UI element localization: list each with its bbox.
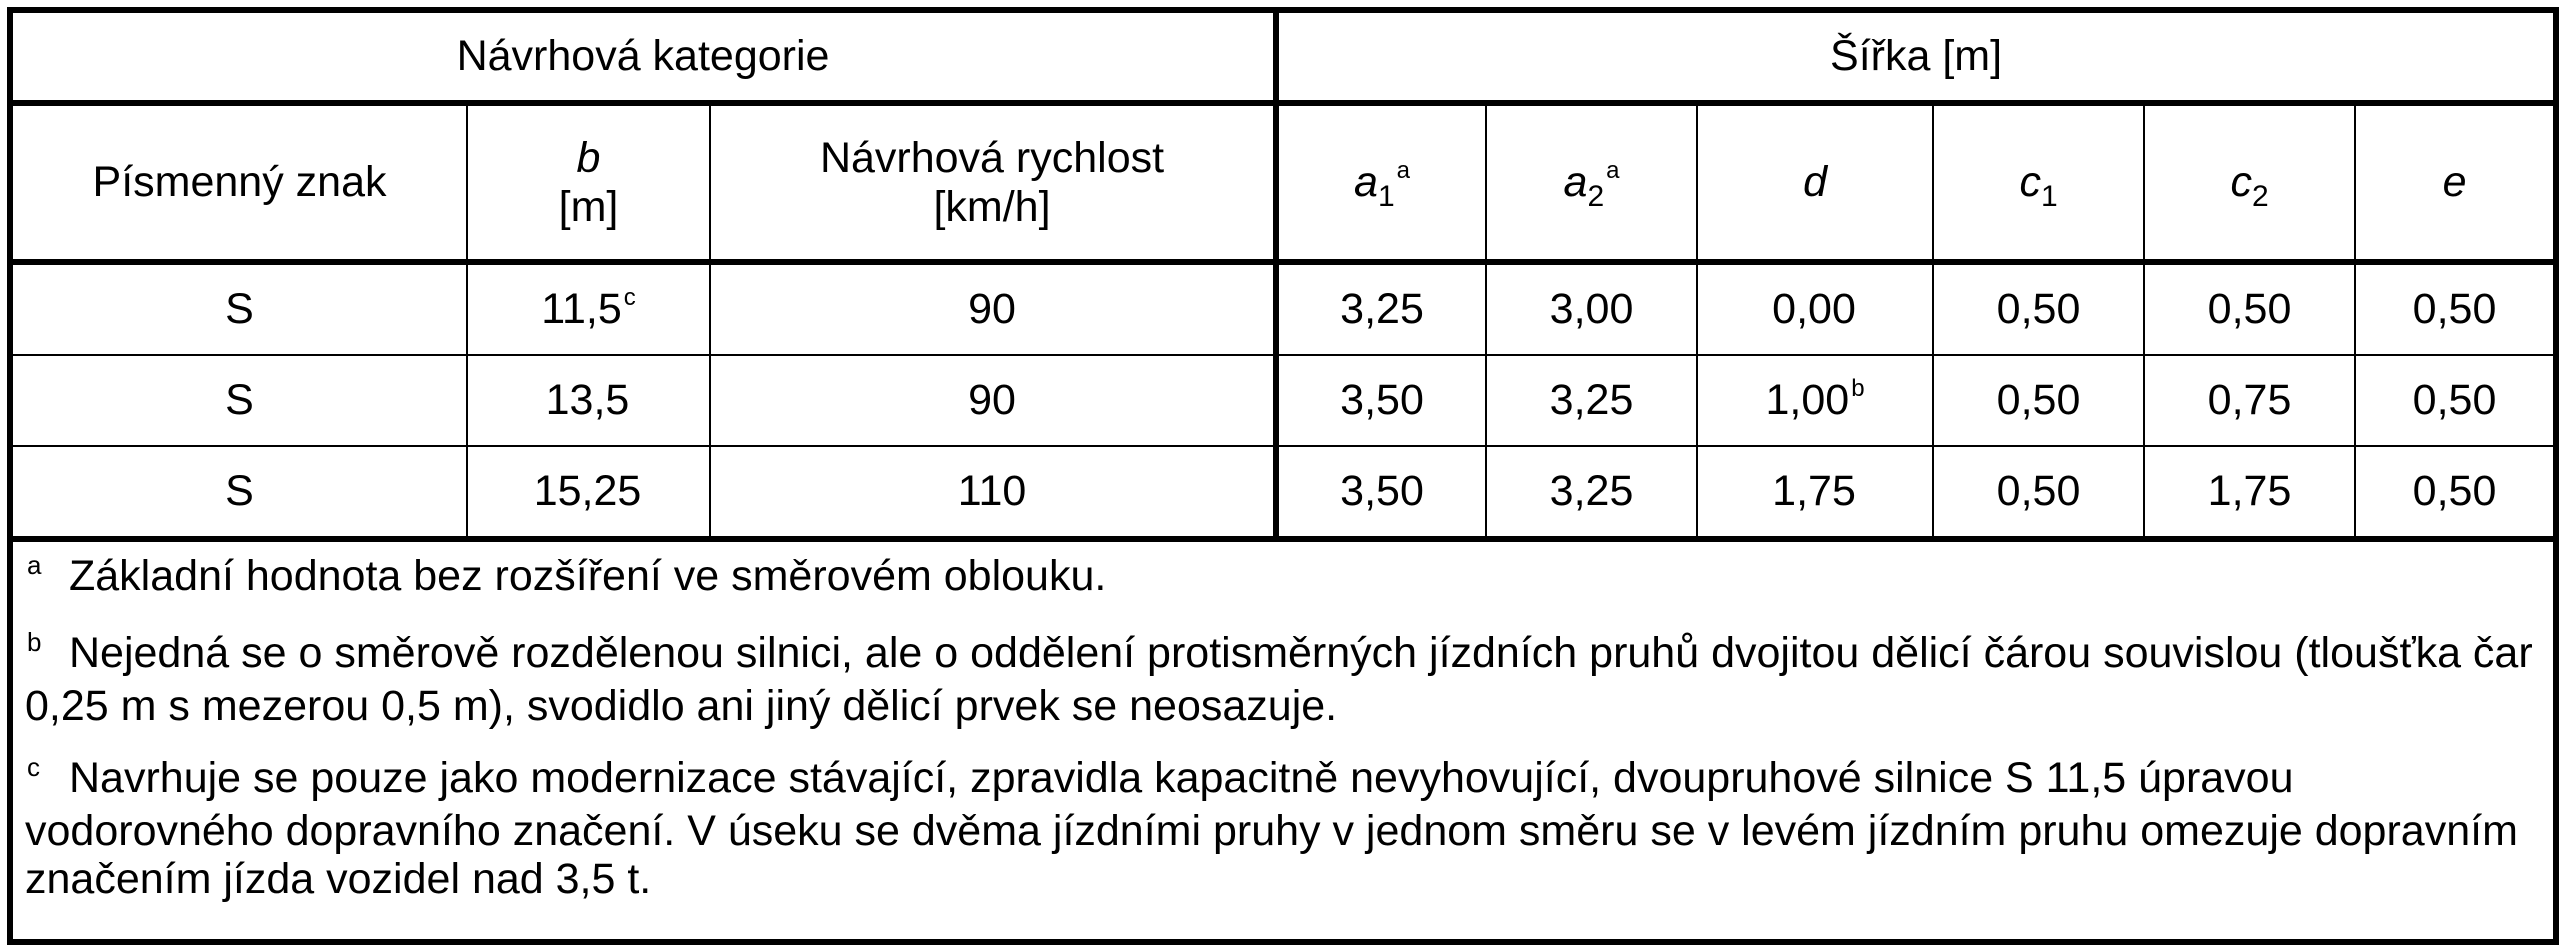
cell-speed: 90 — [710, 355, 1276, 446]
header-c2-sub: 2 — [2251, 180, 2269, 213]
header-c2-symbol: c — [2230, 158, 2252, 206]
header-a1 — [1276, 103, 1486, 262]
footnote-text: Nejedná se o směrově rozdělenou silnici, ale o oddělení protisměrných jízdních pruhů dvojitou dělicí čárou souvislou (tloušťka čar 0,25 m s mezerou 0,5 m), svodidlo ani jiný dělicí prvek se neosazuje. — [25, 629, 2533, 730]
header-e: e — [2355, 103, 2553, 262]
cell-c2: 1,75 — [2144, 446, 2355, 536]
category-width-table — [13, 13, 2553, 536]
header-width: Šířka [m] — [1276, 13, 2553, 103]
header-design-speed — [710, 103, 1276, 262]
header-a1-footnote: a — [1396, 157, 1411, 184]
footnotes — [13, 536, 2553, 915]
cell-e: 0,50 — [2355, 446, 2553, 536]
header-a2-footnote: a — [1606, 157, 1620, 184]
cell-speed: 110 — [710, 446, 1276, 536]
cell-d-footnote: b — [1851, 375, 1865, 402]
footnote-text: Navrhuje se pouze jako modernizace stávající, zpravidla kapacitně nevyhovující, dvoupruhové silnice S 11,5 úpravou vodorovného dopravního značení. V úseku se dvěma jízdními pruhy v jednom směru se v levém jízdním pruhu omezuje dopravním značením jízda vozidel nad 3,5 t. — [25, 754, 2518, 903]
header-c2 — [2144, 103, 2355, 262]
cell-c2: 0,50 — [2144, 262, 2355, 355]
cell-a2: 3,25 — [1486, 446, 1697, 536]
footnote-a — [25, 552, 2541, 605]
cell-e: 0,50 — [2355, 262, 2553, 355]
cell-d: 1,75 — [1697, 446, 1933, 536]
header-c1 — [1933, 103, 2144, 262]
table-row — [13, 355, 2553, 446]
header-a1-sub: 1 — [1377, 180, 1395, 213]
footnote-mark: c — [27, 752, 40, 782]
cell-e: 0,50 — [2355, 355, 2553, 446]
cell-a1: 3,50 — [1276, 355, 1486, 446]
header-speed-unit: [km/h] — [933, 182, 1051, 231]
cell-c1: 0,50 — [1933, 355, 2144, 446]
footnote-b — [25, 629, 2541, 730]
cell-b: 11,5$^c$ — [467, 262, 710, 355]
cell-a2: 3,25 — [1486, 355, 1697, 446]
cell-c2: 0,75 — [2144, 355, 2355, 446]
table-row — [13, 446, 2553, 536]
cell-b: 15,25 — [467, 446, 710, 536]
road-category-table — [7, 7, 2559, 945]
header-a2-symbol: a — [1563, 158, 1588, 206]
cell-speed: 90 — [710, 262, 1276, 355]
table-row — [13, 262, 2553, 355]
cell-d: 0,00 — [1697, 262, 1933, 355]
footnote-mark: a — [27, 550, 42, 580]
cell-a1: 3,50 — [1276, 446, 1486, 536]
header-c1-sub: 1 — [2040, 180, 2058, 213]
cell-b: 13,5 — [467, 355, 710, 446]
header-a1-symbol: a — [1354, 158, 1378, 206]
footnote-c — [25, 754, 2541, 903]
header-group-row — [13, 13, 2553, 103]
footnote-mark: b — [27, 627, 42, 657]
cell-c1: 0,50 — [1933, 262, 2144, 355]
header-letter-code: Písmenný znak — [13, 103, 467, 262]
header-design-category: Návrhová kategorie — [456, 32, 830, 80]
cell-c1: 0,50 — [1933, 446, 2144, 536]
cell-letter: S — [13, 446, 467, 536]
header-b-unit: [m] — [558, 182, 619, 231]
footnote-text: Základní hodnota bez rozšíření ve směrovém oblouku. — [69, 552, 1107, 600]
cell-d: 1,00$^b$ — [1697, 355, 1933, 446]
cell-b-footnote: c — [623, 284, 636, 311]
header-b — [467, 103, 710, 262]
cell-a1: 3,25 — [1276, 262, 1486, 355]
header-speed-label: Návrhová rychlost — [819, 133, 1165, 182]
header-c1-symbol: c — [2019, 158, 2041, 206]
cell-letter: S — [13, 262, 467, 355]
header-b-symbol: b — [576, 133, 601, 182]
header-d: d — [1697, 103, 1933, 262]
cell-letter: S — [13, 355, 467, 446]
header-a2 — [1486, 103, 1697, 262]
header-column-row — [13, 103, 2553, 262]
cell-a2: 3,00 — [1486, 262, 1697, 355]
header-a2-sub: 2 — [1587, 180, 1605, 213]
